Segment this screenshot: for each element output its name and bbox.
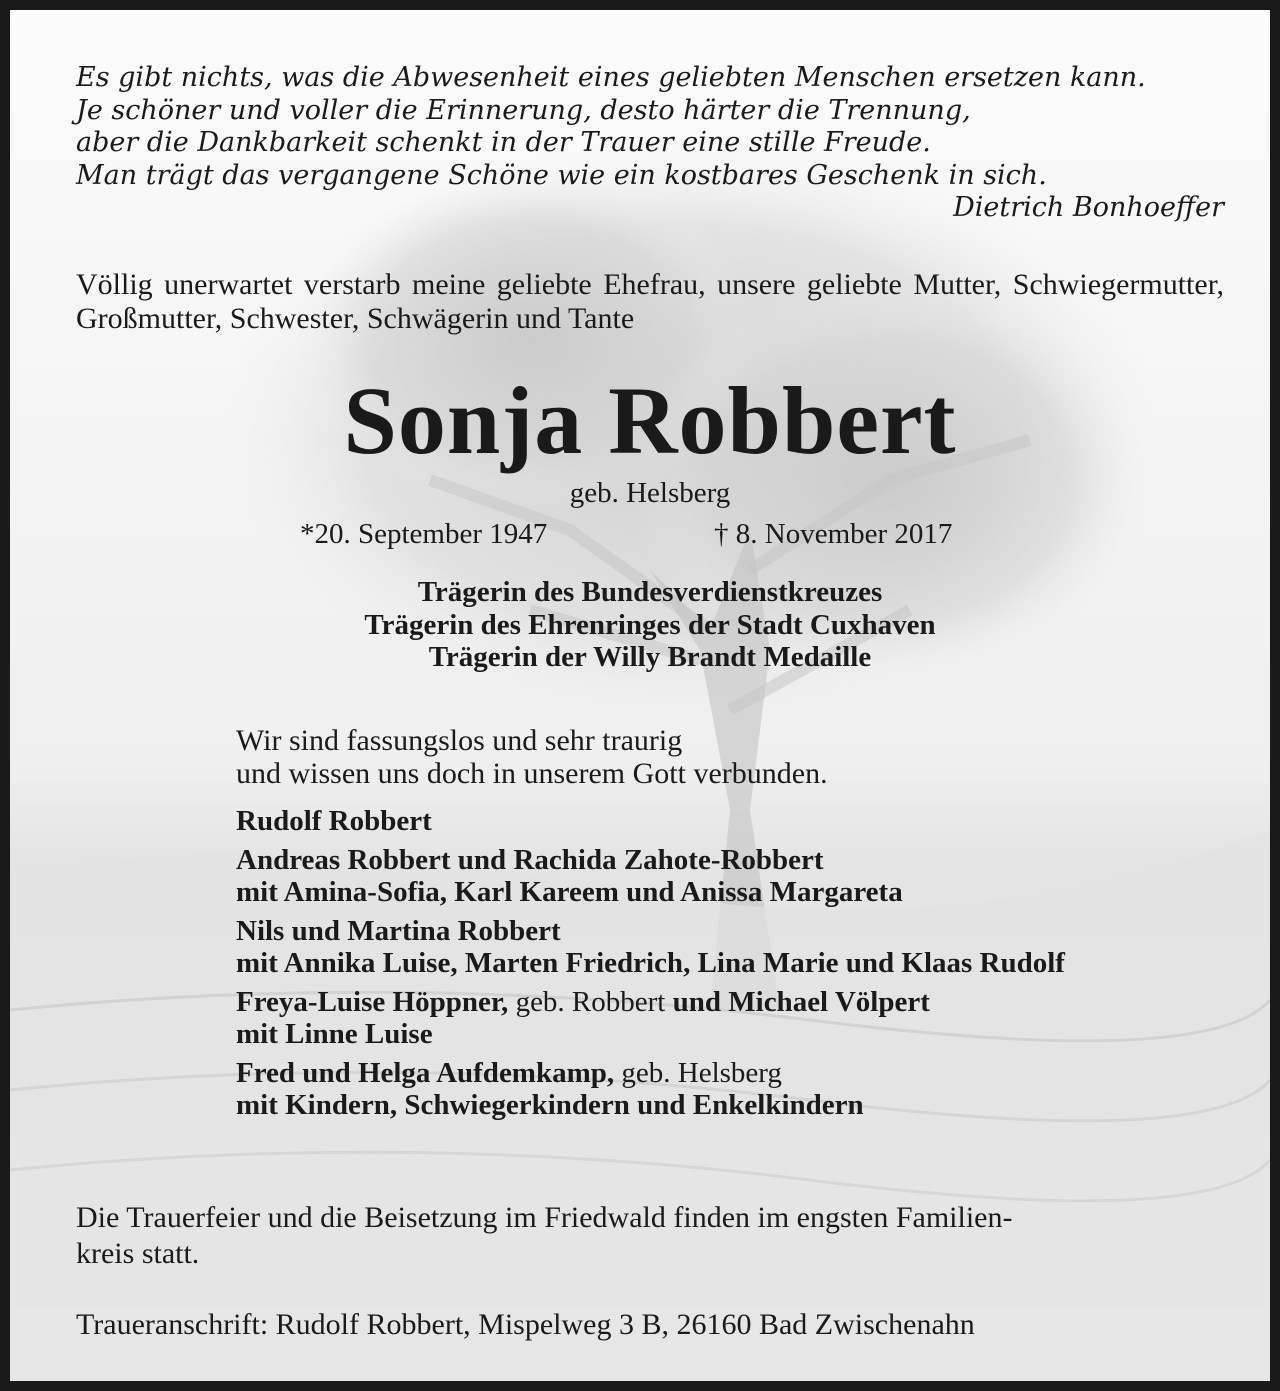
honor-item: Trägerin des Ehrenringes der Stadt Cuxhaven (364, 608, 936, 641)
mourner-name: und Michael Völpert (672, 986, 930, 1018)
mourner-group (236, 986, 1236, 1050)
quote-line: Es gibt nichts, was die Abwesenheit eines geliebten Menschen ersetzen kann. (76, 62, 1146, 93)
quote-line: Man trägt das vergangene Schöne wie ein kostbares Geschenk in sich. (76, 159, 1047, 191)
birth-date: *20. September 1947 (300, 518, 548, 550)
mourner-group (236, 915, 1236, 979)
maiden-note: geb. Robbert (508, 986, 673, 1018)
honors-list (10, 576, 1280, 674)
funeral-info-line: kreis statt. (76, 1237, 200, 1270)
maiden-name: geb. Helsberg (569, 477, 731, 509)
intro-text: Völlig unerwartet verstarb meine geliebte Ehefrau, unsere geliebte Mutter, Schwiegermutter, Großmutter, Schwester, Schwägerin und Tante (76, 268, 1224, 335)
mourner-line: Nils und Martina Robbert (236, 915, 561, 947)
maiden-note: geb. Helsberg (614, 1057, 782, 1089)
grief-line: und wissen uns doch in unserem Gott verbunden. (236, 757, 828, 790)
mourner-line: Andreas Robbert und Rachida Zahote-Robbert (236, 844, 824, 876)
quote-line: aber die Dankbarkeit schenkt in der Trauer eine stille Freude. (76, 127, 931, 158)
mourner-line: mit Amina-Sofia, Karl Kareem und Anissa Margareta (236, 876, 903, 908)
mourner-line: mit Kindern, Schwiegerkindern und Enkelkindern (236, 1089, 864, 1121)
mourner-group (236, 844, 1236, 908)
deceased-name: Sonja Robbert (343, 367, 957, 474)
death-date: † 8. November 2017 (714, 518, 953, 550)
funeral-info-line: Die Trauerfeier und die Beisetzung im Friedwald finden im engsten Familien- (76, 1201, 1013, 1234)
mourner-line: mit Annika Luise, Marten Friedrich, Lina Marie und Klaas Rudolf (236, 947, 1065, 979)
mourner-line: Rudolf Robbert (236, 805, 432, 837)
mourners-list (236, 805, 1236, 1128)
grief-line: Wir sind fassungslos und sehr traurig (236, 724, 683, 757)
grief-statement (236, 724, 828, 790)
quote-author: Dietrich Bonhoeffer (953, 192, 1224, 223)
funeral-info (76, 1200, 1224, 1272)
mourner-name: Fred und Helga Aufdemkamp, (236, 1057, 615, 1089)
mourner-group (236, 1057, 1236, 1121)
honor-item: Trägerin der Willy Brandt Medaille (428, 641, 872, 673)
mourner-name: Freya-Luise Höppner, (236, 986, 509, 1018)
quote-line: Je schöner und voller die Erinnerung, desto härter die Trennung, (76, 94, 971, 126)
mourner-group (236, 805, 1236, 837)
mourning-address: Traueranschrift: Rudolf Robbert, Mispelweg 3 B, 26160 Bad Zwischenahn (76, 1308, 975, 1341)
mourner-line: mit Linne Luise (236, 1018, 433, 1050)
mourner-line (236, 1057, 1236, 1089)
bonhoeffer-quote (76, 62, 1224, 225)
honor-item: Trägerin des Bundesverdienstkreuzes (417, 576, 883, 608)
mourner-line (236, 986, 1236, 1018)
